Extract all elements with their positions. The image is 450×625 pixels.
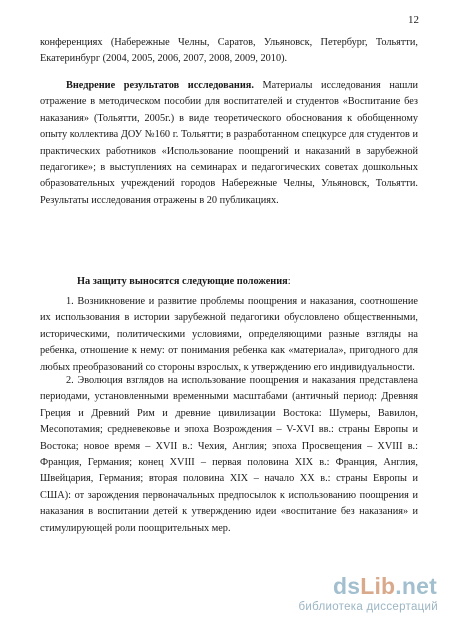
paragraph-defense-heading: [40, 274, 418, 290]
paragraph-thesis-1: [40, 294, 418, 376]
watermark-logo-ds: ds: [332, 573, 361, 599]
paragraph-text: конференциях (Набережные Челны, Саратов, Ульяновск, Петербург, Тольятти, Екатеринбург (2004, 2005, 2006, 2007, 2008, 2009, 2010).: [40, 37, 418, 65]
paragraph-lead: На защиту выносятся следующие положения: [77, 276, 288, 287]
paragraph-text: :: [287, 276, 291, 287]
paragraph-thesis-2: [40, 373, 418, 537]
page-number: 12: [408, 14, 419, 26]
paragraph-text: 1. Возникновение и развитие проблемы поощрения и наказания, соотношение их использования в истории зарубежной педагогики обусловлено общественными, историческими, политическими условиями, определяющими разные взгляды на ребенка, отношение к нему: от понимания ребенка как «материала», пригодного для любых преобразований со стороны взрослых, к утверждению его индивидуальности.: [40, 296, 418, 373]
paragraph-implementation: [40, 78, 418, 209]
paragraph-text: 2. Эволюция взглядов на использование поощрения и наказания представлена периодами, установленными временными масштабами (античный период: Древняя Греция и Древний Рим и древние цивилизации Востока: Шумеры, Вавилон, Месопотамия; средневековье и эпоха Возрождения – V-XVI вв.: страны Европы и Востока; новое время – XVII в.: Чехия, Англия; эпоха Просвещения – XVIII в.: Франция, Германия; конец XVIII – первая половина XIX в.: Франция, Англия, Швейцария, Германия; вторая половина XIX – начало XX в.: страны Европы и США): от зарождения первоначальных предпосылок к использованию поощрения и наказания в воспитании детей к утверждению идеи «воспитание без наказания» и стимулирующей роли поощрительных мер.: [40, 375, 418, 534]
paragraph-text: Материалы исследования нашли отражение в методическом пособии для воспитателей и студентов «Воспитание без наказания» (Тольятти, 2005г.) в виде теоретического обоснования к обобщенному опыту коллектива ДОУ №160 г. Тольятти; в разработанном спецкурсе для студентов и практических работников «Использование поощрений и наказаний в зарубежной педагогике»; в выступлениях на семинарах и педагогических советах дошкольных образовательных учреждений городов Набережные Челны, Ульяновск, Тольятти. Результаты исследования отражены в 20 публикациях.: [40, 80, 418, 206]
paragraph-conferences: [40, 35, 418, 68]
paragraph-lead: Внедрение результатов исследования.: [66, 80, 254, 91]
watermark-logo-lib: Lib: [360, 573, 396, 599]
watermark-caption: библиотека диссертаций: [298, 601, 438, 613]
watermark-logo: [333, 573, 437, 600]
watermark-logo-net: .net: [395, 573, 437, 599]
